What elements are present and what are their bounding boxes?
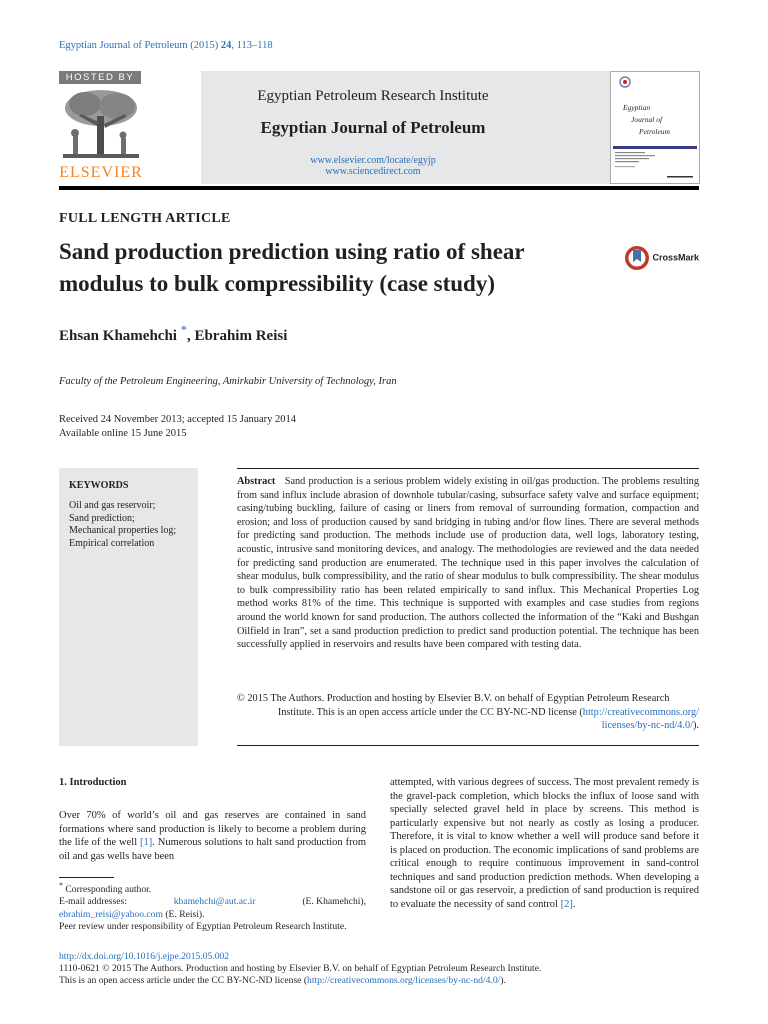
footnotes: * Corresponding author. E-mail addresses: khamehchi@aut.ac.ir (E. Khamehchi), ebrahim_reisi@yahoo.com (E. Reisi). Peer review under responsibility of Egyptian Petroleum Research Institute. (59, 881, 366, 933)
keyword-item: Empirical correlation (69, 537, 155, 549)
email-footnote: E-mail addresses: khamehchi@aut.ac.ir (E. Khamehchi), (59, 896, 366, 908)
author-name: Ebrahim Reisi (194, 328, 288, 344)
author-name: Ehsan Khamehchi (59, 328, 177, 344)
reference-link[interactable]: [1] (140, 837, 153, 848)
keywords-list (69, 500, 176, 550)
hosted-by-label: HOSTED BY (59, 71, 141, 84)
article-dates (59, 413, 296, 440)
cover-title-line2: Journal of (631, 115, 663, 124)
journal-cover-thumbnail[interactable] (610, 71, 700, 184)
intro-column-1: Over 70% of world’s oil and gas reserves are contained in sand formations where sand production is likely to become a problem during the life of the well [1]. Numerous solutions to halt sand production from oil and gas wells have been (59, 810, 366, 862)
sciencedirect-url-link[interactable]: www.sciencedirect.com (325, 166, 421, 177)
crossmark-badge[interactable] (624, 243, 699, 273)
abstract-text: Abstract Sand production is a serious problem widely existing in oil/gas production. The problems resulting from sand influx include abrasion of downhole tubular/casing, subsurface safety valve and surface equipment; casing/tubing buckling, failure of casing or liners from removal of surrounding formation, compaction and erosion; and loss of production caused by sand bridging in tubing and/or flow lines. There are several methods for predicting sand production. The methods include use of production data, well logs, laboratory testing, acoustic, intrusive sand monitoring devices, and analogy. The methodologies are reviewed and the data needed for predicting sand production are enumerated. The technique used in this paper involves the calculation of shear modulus, bulk compressibility, and the ratio of shear modulus to bulk compressibility. The shear modulus to bulk compressibility ratio has been related empirically to sand influx. This Mechanical Properties Log method works 81% of the time. This technique is supported with examples and case studies from regions around the world known for sand production. The authors collected the information of the “Kaki and Bushgan Oilfield in Iran”, set a sand production prediction to predict sand production potential. The technique has been successfully applied in reservoirs and results have been compared with testing data. (237, 476, 699, 651)
online-date: Available online 15 June 2015 (59, 427, 187, 439)
journal-urls (142, 155, 604, 177)
cover-graphic (611, 72, 699, 183)
cover-title-line3: Petroleum (639, 127, 670, 136)
footnote-rule (59, 877, 114, 878)
license-link-cont[interactable]: licenses/by-nc-nd/4.0/ (601, 720, 693, 732)
banner-rule (59, 186, 699, 190)
peer-review-note: Peer review under responsibility of Egyptian Petroleum Research Institute. (59, 921, 347, 933)
abstract-top-rule (237, 468, 699, 469)
email-link[interactable]: ebrahim_reisi@yahoo.com (59, 908, 163, 920)
keywords-heading: KEYWORDS (69, 480, 129, 491)
elsevier-tree-logo (59, 86, 143, 164)
article-title: Sand production prediction using ratio of shear modulus to bulk compressibility (case study) (59, 239, 525, 296)
abstract-copyright: © 2015 The Authors. Production and hosting by Elsevier B.V. on behalf of Egyptian Petroleum Research Institute. This is an open access article under the CC BY-NC-ND license (http://creativecommons.org/ licenses/by-nc-nd/4.0/). (237, 693, 699, 732)
journal-citation[interactable]: Egyptian Journal of Petroleum (2015) 24, 113–118 (59, 40, 273, 51)
crossmark-label: CrossMark (652, 252, 700, 263)
cover-title-line1: Egyptian (623, 103, 651, 112)
institute-name: Egyptian Petroleum Research Institute (257, 88, 489, 104)
keyword-item: Oil and gas reservoir; (69, 500, 156, 511)
keyword-item: Mechanical properties log; (69, 525, 177, 536)
crossmark-icon (624, 243, 650, 273)
received-date: Received 24 November 2013; accepted 15 January 2014 (59, 414, 297, 425)
author-list: Ehsan Khamehchi *, Ebrahim Reisi (59, 323, 288, 344)
keyword-item: Sand prediction; (69, 512, 135, 524)
abstract-label: Abstract (237, 476, 276, 487)
corresponding-author-mark[interactable]: * (180, 323, 187, 337)
license-link[interactable]: http://creativecommons.org/ (582, 706, 699, 718)
intro-column-2: attempted, with various degrees of success. The most prevalent remedy is the gravel-pack completion, which blocks the influx of loose sand with specially selected gravel held in place by screens. This method is particularly expensive but not nearly as costly as losing a producer. Therefore, it is vital to know whether a well will produce sand before it is placed on production. The economic implications of sand problems are critical enough to require continuous improvement in sand-control techniques and sand production prediction methods. When developing a sandstone oil or gas reservoir, a prediction of sand production is required to evaluate the necessity of sand control [2]. (390, 777, 699, 910)
affiliation: Faculty of the Petroleum Engineering, Amirkabir University of Technology, Iran (59, 376, 397, 387)
license-url-link[interactable]: http://creativecommons.org/licenses/by-nc-nd/4.0/ (307, 975, 501, 986)
page-footer: http://dx.doi.org/10.1016/j.ejpe.2015.05.002 1110-0621 © 2015 The Authors. Production and hosting by Elsevier B.V. on behalf of Egyptian Petroleum Research Institute. This is an open access article under the CC BY-NC-ND license (http://creativecommons.org/licenses/by-nc-nd/4.0/). (59, 951, 699, 987)
section-heading: 1. Introduction (59, 777, 127, 788)
doi-link[interactable]: http://dx.doi.org/10.1016/j.ejpe.2015.05.002 (59, 951, 230, 962)
reference-link[interactable]: [2] (560, 898, 573, 910)
elsevier-url-link[interactable]: www.elsevier.com/locate/egyjp (310, 155, 436, 166)
corresponding-footnote: * Corresponding author. (59, 881, 152, 896)
email-link[interactable]: khamehchi@aut.ac.ir (173, 896, 256, 908)
journal-name: Egyptian Journal of Petroleum (260, 118, 486, 137)
abstract-bottom-rule (237, 745, 699, 746)
elsevier-logo-text: ELSEVIER (59, 164, 143, 181)
issn-line: 1110-0621 © 2015 The Authors. Production and hosting by Elsevier B.V. on behalf of Egyptian Petroleum Research Institute. (59, 963, 542, 974)
article-type: FULL LENGTH ARTICLE (59, 211, 231, 226)
